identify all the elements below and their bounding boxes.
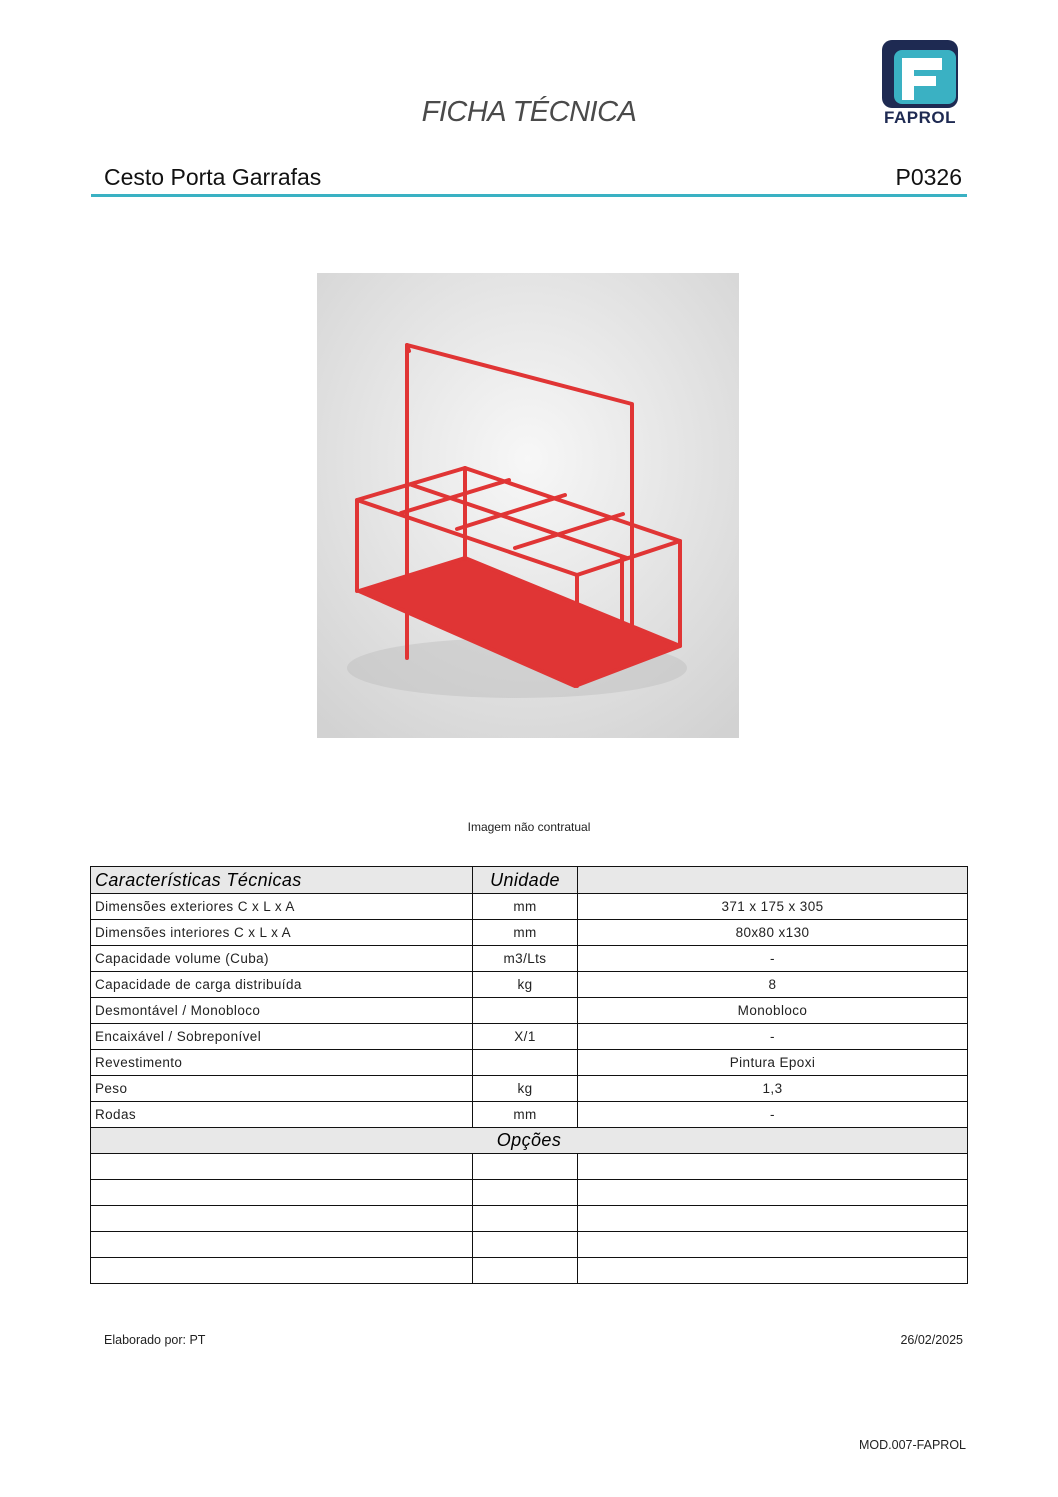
row-label: Rodas <box>91 1102 473 1128</box>
table-row <box>91 1102 968 1128</box>
options-title: Opções <box>91 1128 968 1154</box>
options-row <box>91 1232 968 1258</box>
product-name: Cesto Porta Garrafas <box>104 164 322 190</box>
table-row <box>91 1024 968 1050</box>
table-row <box>91 894 968 920</box>
row-label: Capacidade de carga distribuída <box>91 972 473 998</box>
image-disclaimer: Imagem não contratual <box>467 820 591 834</box>
row-value: Monobloco <box>578 998 968 1024</box>
spec-table-header <box>91 867 968 894</box>
row-value: 80x80 x130 <box>578 920 968 946</box>
options-row <box>91 1154 968 1180</box>
row-unit: mm <box>473 894 578 920</box>
options-row <box>91 1258 968 1284</box>
row-unit: kg <box>473 972 578 998</box>
options-row <box>91 1180 968 1206</box>
header-characteristics: Características Técnicas <box>91 867 473 894</box>
header-unit: Unidade <box>473 867 578 894</box>
row-unit: kg <box>473 1076 578 1102</box>
title-divider <box>91 194 967 197</box>
row-label: Revestimento <box>91 1050 473 1076</box>
table-row <box>91 1076 968 1102</box>
row-label: Capacidade volume (Cuba) <box>91 946 473 972</box>
row-unit <box>473 1050 578 1076</box>
product-photo <box>317 273 739 738</box>
row-label: Dimensões interiores C x L x A <box>91 920 473 946</box>
row-unit: X/1 <box>473 1024 578 1050</box>
options-header-row <box>91 1128 968 1154</box>
row-value: 8 <box>578 972 968 998</box>
table-row <box>91 920 968 946</box>
product-code: P0326 <box>895 164 962 190</box>
header-value <box>578 867 968 894</box>
row-unit <box>473 998 578 1024</box>
table-row <box>91 1050 968 1076</box>
logo-text: FAPROL <box>884 108 956 127</box>
footer-date: 26/02/2025 <box>900 1333 963 1347</box>
table-row <box>91 972 968 998</box>
row-label: Desmontável / Monobloco <box>91 998 473 1024</box>
document-title: FICHA TÉCNICA <box>421 96 637 128</box>
row-unit: mm <box>473 1102 578 1128</box>
options-row <box>91 1206 968 1232</box>
table-row <box>91 946 968 972</box>
row-value: 1,3 <box>578 1076 968 1102</box>
table-row <box>91 998 968 1024</box>
row-label: Encaixável / Sobreponível <box>91 1024 473 1050</box>
row-value: - <box>578 1024 968 1050</box>
spec-table <box>90 866 968 1284</box>
row-value: - <box>578 946 968 972</box>
footer-author: Elaborado por: PT <box>104 1333 206 1347</box>
row-value: 371 x 175 x 305 <box>578 894 968 920</box>
row-unit: m3/Lts <box>473 946 578 972</box>
row-value: - <box>578 1102 968 1128</box>
row-label: Dimensões exteriores C x L x A <box>91 894 473 920</box>
row-value: Pintura Epoxi <box>578 1050 968 1076</box>
row-label: Peso <box>91 1076 473 1102</box>
form-code: MOD.007-FAPROL <box>859 1438 966 1452</box>
row-unit: mm <box>473 920 578 946</box>
